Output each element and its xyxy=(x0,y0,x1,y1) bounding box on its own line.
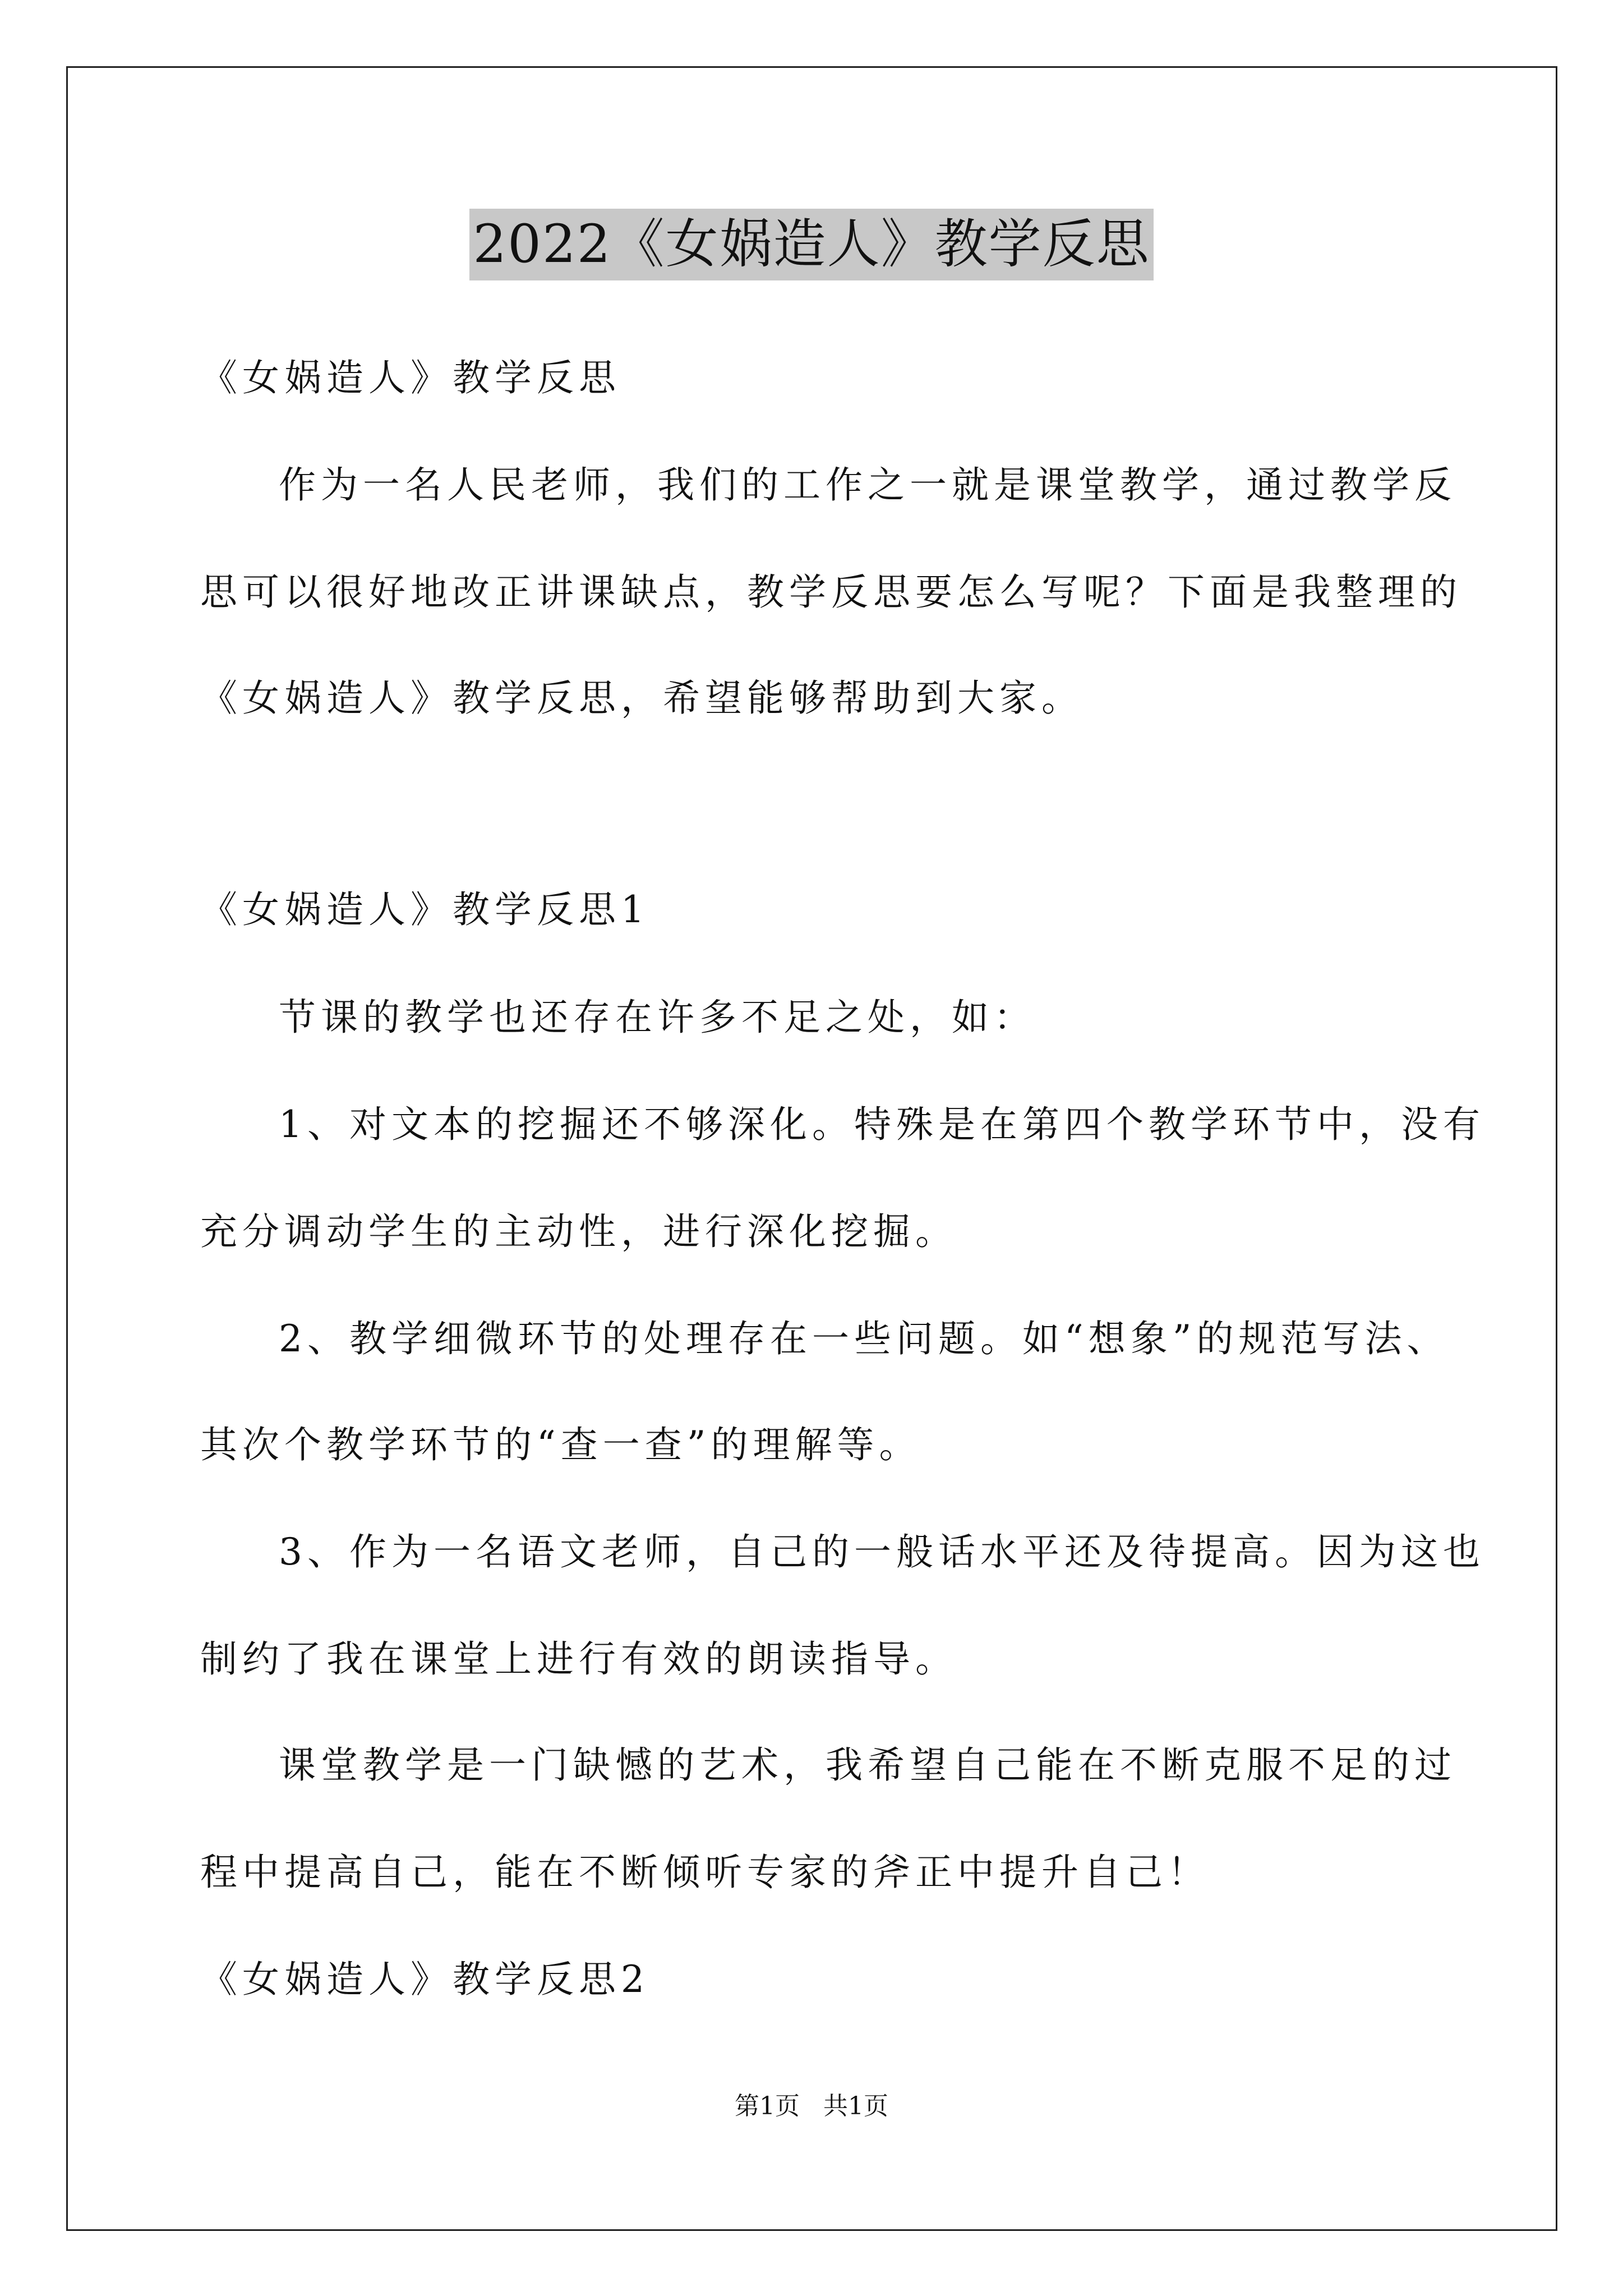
paragraph-line: 课堂教学是一门缺憾的艺术，我希望自己能在不断克服不足的过 xyxy=(279,1743,1456,1787)
section-heading-2: 《女娲造人》教学反思2 xyxy=(200,1958,649,2001)
paragraph-line: 程中提高自己，能在不断倾听专家的斧正中提升自己！ xyxy=(200,1851,1210,1894)
intro-line-1: 作为一名人民老师，我们的工作之一就是课堂教学，通过教学反 xyxy=(279,463,1456,507)
paragraph-line: 1、对文本的挖掘还不够深化。特殊是在第四个教学环节中，没有 xyxy=(279,1103,1485,1146)
page-number: 第1页 xyxy=(735,2092,800,2120)
paragraph-line: 制约了我在课堂上进行有效的朗读指导。 xyxy=(200,1637,957,1681)
section-heading-1: 《女娲造人》教学反思1 xyxy=(200,888,649,931)
document-title: 2022《女娲造人》教学反思 xyxy=(469,209,1153,280)
paragraph-line: 其次个教学环节的“查一查”的理解等。 xyxy=(200,1423,921,1466)
intro-line-3: 《女娲造人》教学反思，希望能够帮助到大家。 xyxy=(200,677,1083,720)
page-total: 共1页 xyxy=(823,2092,888,2120)
paragraph-line: 节课的教学也还存在许多不足之处，如： xyxy=(279,996,1036,1039)
intro-line-2: 思可以很好地改正讲课缺点，教学反思要怎么写呢？下面是我整理的 xyxy=(200,570,1462,614)
subtitle: 《女娲造人》教学反思 xyxy=(200,356,621,399)
paragraph-line: 充分调动学生的主动性，进行深化挖掘。 xyxy=(200,1210,957,1253)
paragraph-line: 2、教学细微环节的处理存在一些问题。如“想象”的规范写法、 xyxy=(279,1317,1449,1360)
page-footer xyxy=(0,2091,1623,2122)
title-container xyxy=(0,209,1623,280)
paragraph-line: 3、作为一名语文老师，自己的一般话水平还及待提高。因为这也 xyxy=(279,1530,1485,1573)
